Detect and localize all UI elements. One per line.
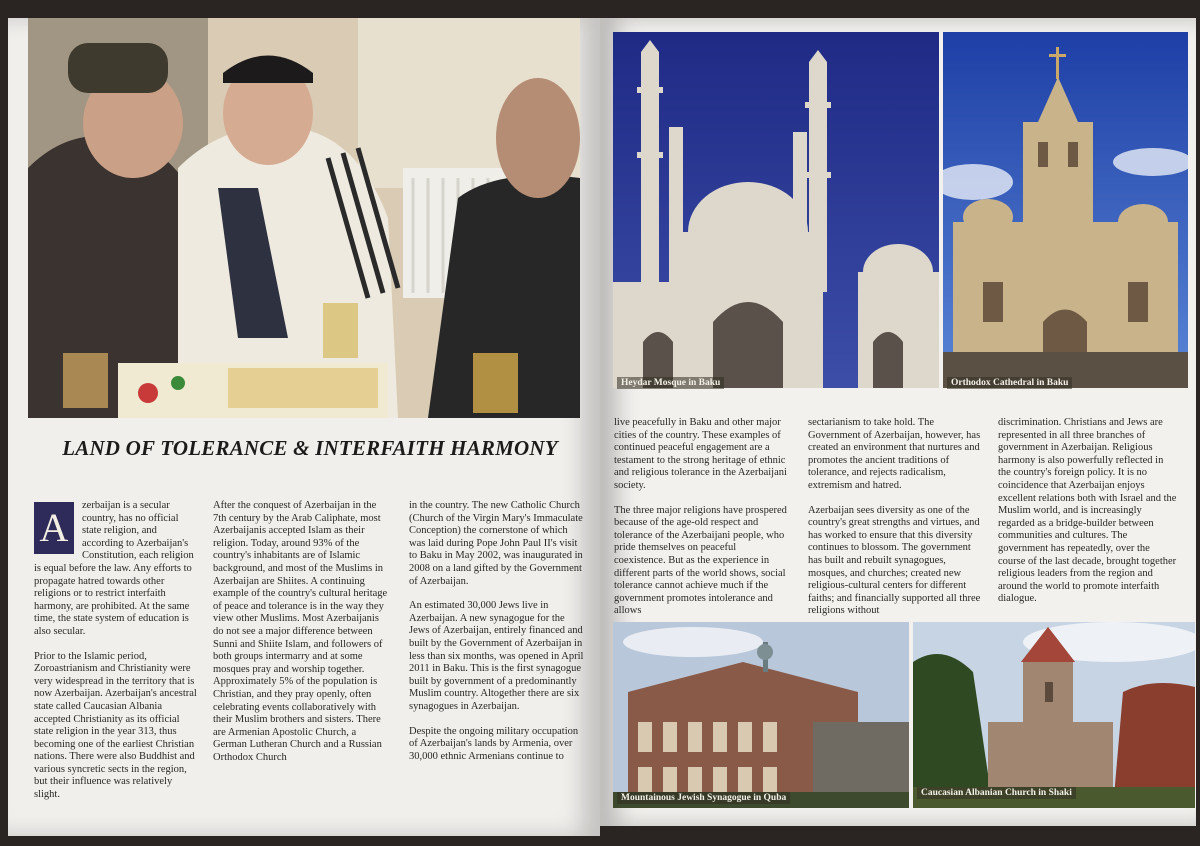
jews-paragraph: An estimated 30,000 Jews live in Azerbaijan. A new synagogue for the Jews of Azerbaijan, entirely financed and built by the Government of Azerbaijan in less than six months, was opened in April 2011 in Baku. This is the first synagogue built by government of a predominantly Muslim country. Altogether there are six synagogues in Azerbaijan. [409,600,584,712]
drop-cap: A [34,502,74,554]
catholic-paragraph: in the country. The new Catholic Church (Church of the Virgin Mary's Immaculate Conception) the cornerstone of which was laid during Pope John Paul II's visit to Baku in May 2002, was inaugurated in 2008 on a land gifted by the Government of Azerbaijan. [409,500,583,587]
left-column-3 [409,500,585,775]
right-column-2 [808,417,984,630]
albanian-church-photo [913,622,1195,808]
interfaith-leaders-photo [28,18,580,418]
diversity-paragraph: Azerbaijan sees diversity as one of the country's great strengths and virtues, and has worked to ensure that this diversity continues to blossom. The government has built and rebuilt synagogues, mosques, and churches; created new religious-cultural centers for different faiths; and financially supported all three religions without [808,504,981,617]
three-religions-paragraph: The three major religions have prospered because of the age-old respect and tolerance of the Azerbaijani people, who pride themselves on peaceful coexistence. But as the experience in different parts of the world shows, social tolerance cannot achieve much if the government promotes intolerance and allows [614,504,787,617]
left-column-1 [34,500,199,814]
government-paragraph: sectarianism to take hold. The Government of Azerbaijan, however, has created an environment that nurtures and promotes the ancient traditions of tolerance, and rejects radicalism, extremism and hatred. [808,417,981,491]
intro-paragraph: A zerbaijan is a secular country, has no official state religion, and according to Azerbaijan's Constitution, each religion is equal before the law. Any efforts to propagate hatred towards other religions or to restrict interfaith harmony, are prohibited. At the same time, the state system of education is also secular. [34,500,194,637]
right-column-3 [998,417,1178,618]
left-column-2 [213,500,389,776]
mosque-caption: Heydar Mosque in Baku [617,377,724,389]
cathedral-caption: Orthodox Cathedral in Baku [947,377,1072,389]
discrimination-paragraph: discrimination. Christians and Jews are represented in all three branches of government in Azerbaijan. Religious harmony is also powerfully reflected in the country's foreign policy. It is no coincidence that Azerbaijan enjoys excellent relations both with Israel and the Muslim world, and is increasingly regarded as a bridge-builder between communities and cultures. The government has repeatedly, over the course of the last decade, brought together religious leaders from the region and around the world to promote interfaith dialogue. [998,417,1177,605]
peaceful-paragraph: live peacefully in Baku and other major cities of the country. These examples of continued peaceful engagement are a testament to the strong heritage of ethnic and religious tolerance in the Azerbaijani society. [614,417,787,491]
synagogue-caption: Mountainous Jewish Synagogue in Quba [617,792,790,804]
history-paragraph: Prior to the Islamic period, Zoroastrianism and Christianity were very widespread in the territory that is now Azerbaijan. Azerbaijan's ancestral state called Caucasian Albania accepted Christianity as its official state religion in the year 313, thus becoming one of the earliest Christian nations. There were also Buddhist and various syncretic sects in the region, but their influence was relatively slight. [34,650,197,801]
heydar-mosque-photo [613,32,939,388]
armenians-paragraph: Despite the ongoing military occupation of Azerbaijan's lands by Armenia, over 30,000 ethnic Armenians continue to [409,725,579,762]
church-caption: Caucasian Albanian Church in Shaki [917,787,1076,799]
jewish-synagogue-photo [613,622,909,808]
right-column-1 [614,417,790,630]
page-headline: LAND OF TOLERANCE & INTERFAITH HARMONY [62,436,558,460]
islam-paragraph: After the conquest of Azerbaijan in the 7th century by the Arab Caliphate, most Azerbaijanis accepted Islam as their religion. Today, around 93% of the country's inhabitants are of Islamic background, and most of the Muslims in Azerbaijan are Shiites. A continuing example of the country's cultural heritage of peace and tolerance is in the way they view other Muslims. Most Azerbaijanis do not see a major difference between Sunni and Shiite Islam, and followers of both groups intermarry and at some mosques pray and worship together. Approximately 5% of the population is Christian, and they pray openly, often celebrating events collaboratively with their Muslim brothers and sisters. There are Armenian Apostolic Church, a German Lutheran Church and a Russian Orthodox Church [213,500,388,763]
orthodox-cathedral-photo [943,32,1188,388]
